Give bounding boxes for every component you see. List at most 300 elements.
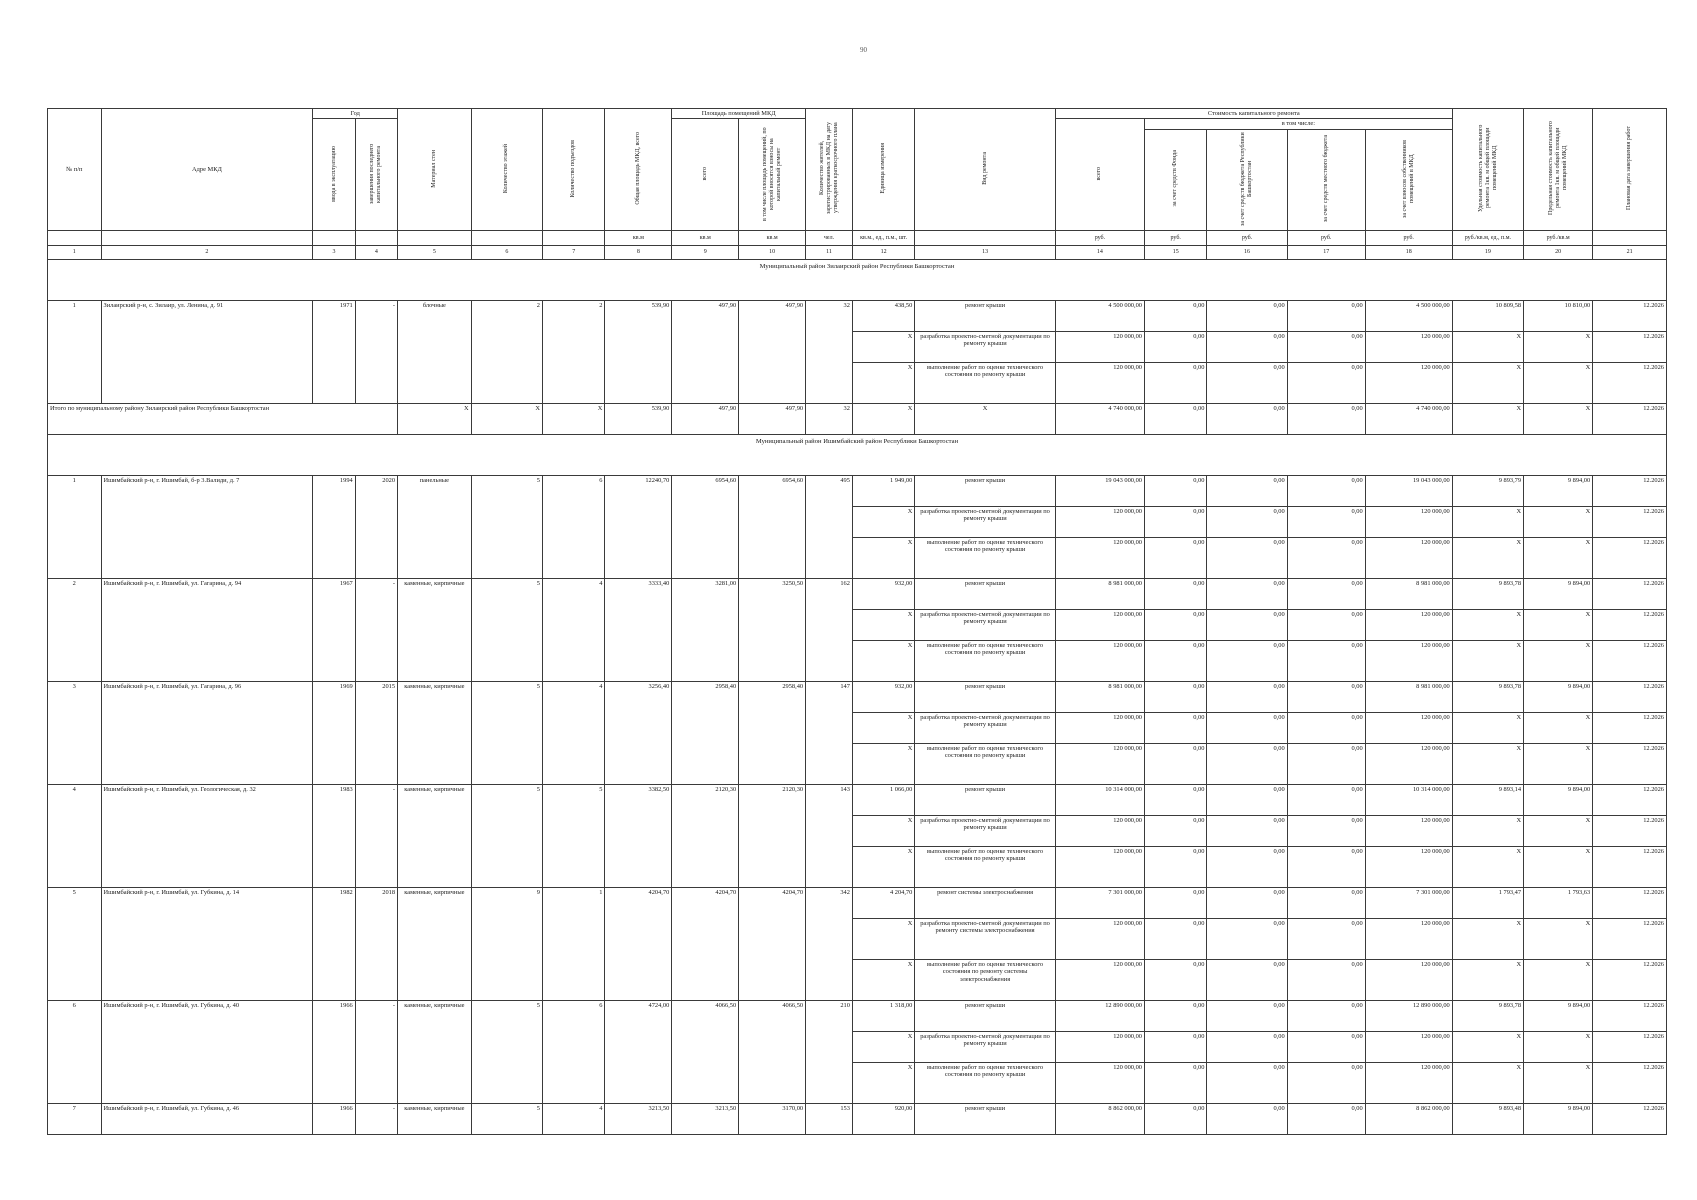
cell-work: выполнение работ по оценке технического состояния по ремонту крыши <box>915 847 1055 888</box>
repair-plan-table <box>47 108 1667 1135</box>
cell-work: разработка проектно-сметной документации по ремонту крыши <box>915 816 1055 847</box>
cell-c19: 9 893,79 <box>1452 476 1523 507</box>
cell-a9: 3281,00 <box>672 579 739 682</box>
cell-c15: 0,00 <box>1144 363 1206 404</box>
cell-c14: 4 500 000,00 <box>1055 301 1144 332</box>
cell-c16: 0,00 <box>1207 816 1287 847</box>
table-body <box>48 260 1667 1135</box>
cell-c17: 0,00 <box>1287 744 1365 785</box>
cell-c19: 10 809,58 <box>1452 301 1523 332</box>
cell-c20: X <box>1524 538 1593 579</box>
cell-c15: 0,00 <box>1144 301 1206 332</box>
cell-c20: X <box>1524 744 1593 785</box>
cell-a10: 3250,50 <box>739 579 806 682</box>
header-deadline: Плановая дата завершения работ <box>1593 109 1667 231</box>
cell-addr: Зилаирский р-н, с. Зилаир, ул. Ленина, д. 91 <box>101 301 313 404</box>
cell-res: 495 <box>806 476 853 579</box>
cell-wall: каменные, кирпичные <box>398 888 472 1001</box>
cell-c19: X <box>1452 507 1523 538</box>
cell-work: выполнение работ по оценке технического состояния по ремонту крыши <box>915 538 1055 579</box>
cell-u12: X <box>852 960 914 1001</box>
cell-work: выполнение работ по оценке технического состояния по ремонту крыши <box>915 641 1055 682</box>
cell-a9: 3213,50 <box>672 1104 739 1135</box>
cell-res: 153 <box>806 1104 853 1135</box>
cell-a9: 497,90 <box>672 301 739 404</box>
cell-ent: 6 <box>542 476 604 579</box>
cell-c15: 0,00 <box>1144 1001 1206 1032</box>
cell-y1: 1969 <box>313 682 355 785</box>
cell-a8: 3382,50 <box>605 785 672 888</box>
cell-y2: - <box>355 1104 397 1135</box>
cell-c20: 10 810,00 <box>1524 301 1593 332</box>
cell-c16: 0,00 <box>1207 641 1287 682</box>
cell-ent: 4 <box>542 1104 604 1135</box>
header-cost-republic: за счет средств бюджета Республики Башкортостан <box>1207 129 1287 230</box>
header-unit: Единица измерения <box>852 109 914 231</box>
header-area-incl: в том числе площадь помещений, по которой вносятся взносы на капитальный ремонт <box>739 119 806 231</box>
cell-c18: 120 000,00 <box>1365 1032 1452 1063</box>
cell-c16: 0,00 <box>1207 1104 1287 1135</box>
cell-wall: каменные, кирпичные <box>398 785 472 888</box>
cell-a9: 2958,40 <box>672 682 739 785</box>
cell-y2: - <box>355 579 397 682</box>
cell-work: ремонт крыши <box>915 682 1055 713</box>
cell-c14: 120 000,00 <box>1055 1063 1144 1104</box>
cell-c17: 0,00 <box>1287 538 1365 579</box>
cell-c18: 120 000,00 <box>1365 507 1452 538</box>
cell-c20: 9 894,00 <box>1524 682 1593 713</box>
cell-u12: 1 949,00 <box>852 476 914 507</box>
cell-u12: X <box>852 744 914 785</box>
cell-c16: 0,00 <box>1207 476 1287 507</box>
cell-c19: X <box>1452 960 1523 1001</box>
cell-c16: 0,00 <box>1207 610 1287 641</box>
cell-n: 3 <box>48 682 102 785</box>
cell-c17: 0,00 <box>1287 1063 1365 1104</box>
cell-c21: 12.2026 <box>1593 888 1667 919</box>
cell-c14: 120 000,00 <box>1055 641 1144 682</box>
cell-c19: 1 793,47 <box>1452 888 1523 919</box>
header-cost-local: за счет средств местного бюджета <box>1287 129 1365 230</box>
cell-c21: 12.2026 <box>1593 713 1667 744</box>
cell-c16: 0,00 <box>1207 847 1287 888</box>
cell-c19: X <box>1452 713 1523 744</box>
table-row <box>48 476 1667 507</box>
cell-c14: 8 981 000,00 <box>1055 682 1144 713</box>
cell-c21: 12.2026 <box>1593 1032 1667 1063</box>
header-row-1 <box>48 109 1667 119</box>
cell-a9: 4066,50 <box>672 1001 739 1104</box>
cell-work: ремонт крыши <box>915 1104 1055 1135</box>
cell-c14: 8 981 000,00 <box>1055 579 1144 610</box>
cell-c18: 120 000,00 <box>1365 641 1452 682</box>
header-limit-cost: Предельная стоимость капитального ремонта 1кв. м общей площади помещений МКД <box>1524 109 1593 231</box>
cell-c18: 12 890 000,00 <box>1365 1001 1452 1032</box>
cell-c19: X <box>1452 1063 1523 1104</box>
cell-c15: 0,00 <box>1144 476 1206 507</box>
cell-u12: X <box>852 507 914 538</box>
cell-work: ремонт крыши <box>915 579 1055 610</box>
cell-c16: 0,00 <box>1207 960 1287 1001</box>
cell-c20: 9 894,00 <box>1524 579 1593 610</box>
cell-c17: 0,00 <box>1287 888 1365 919</box>
cell-a8: 539,90 <box>605 301 672 404</box>
cell-c17: 0,00 <box>1287 301 1365 332</box>
cell-floors: 5 <box>471 476 542 579</box>
cell-y2: - <box>355 785 397 888</box>
cell-c18: 8 981 000,00 <box>1365 682 1452 713</box>
header-year-last-repair: завершения последнего капитального ремонта <box>355 119 397 231</box>
cell-c20: X <box>1524 960 1593 1001</box>
cell-c17: 0,00 <box>1287 960 1365 1001</box>
cell-y2: - <box>355 1001 397 1104</box>
section-title-row <box>48 435 1667 476</box>
header-area-all: всего <box>672 119 739 231</box>
cell-c18: 120 000,00 <box>1365 816 1452 847</box>
cell-u12: X <box>852 1032 914 1063</box>
cell-n: 1 <box>48 301 102 404</box>
cell-a10: 6954,60 <box>739 476 806 579</box>
cell-c19: X <box>1452 610 1523 641</box>
cell-c21: 12.2026 <box>1593 816 1667 847</box>
cell-a10: 2120,30 <box>739 785 806 888</box>
cell-c21: 12.2026 <box>1593 538 1667 579</box>
cell-y1: 1971 <box>313 301 355 404</box>
cell-c15: 0,00 <box>1144 919 1206 960</box>
cell-n: 2 <box>48 579 102 682</box>
repair-plan-sheet <box>47 108 1667 1135</box>
cell-c17: 0,00 <box>1287 816 1365 847</box>
cell-n: 1 <box>48 476 102 579</box>
cell-u12: X <box>852 538 914 579</box>
section-title: Муниципальный район Зилаирский район Республики Башкортостан <box>48 260 1667 301</box>
cell-c18: 120 000,00 <box>1365 332 1452 363</box>
cell-res: 210 <box>806 1001 853 1104</box>
cell-c16: 0,00 <box>1207 363 1287 404</box>
cell-c20: X <box>1524 816 1593 847</box>
cell-floors: 9 <box>471 888 542 1001</box>
cell-y1: 1983 <box>313 785 355 888</box>
cell-n: 5 <box>48 888 102 1001</box>
cell-y1: 1967 <box>313 579 355 682</box>
cell-c16: 0,00 <box>1207 1001 1287 1032</box>
cell-y2: - <box>355 301 397 404</box>
cell-addr: Ишимбайский р-н, г. Ишимбай, б-р 3.Валиди, д. 7 <box>101 476 313 579</box>
cell-u12: X <box>852 641 914 682</box>
cell-a10: 497,90 <box>739 301 806 404</box>
cell-u12: 932,00 <box>852 682 914 713</box>
cell-c17: 0,00 <box>1287 579 1365 610</box>
cell-c20: 9 894,00 <box>1524 785 1593 816</box>
cell-c14: 120 000,00 <box>1055 363 1144 404</box>
cell-c18: 120 000,00 <box>1365 744 1452 785</box>
cell-work: выполнение работ по оценке технического состояния по ремонту крыши <box>915 363 1055 404</box>
cell-c16: 0,00 <box>1207 785 1287 816</box>
cell-work: разработка проектно-сметной документации по ремонту крыши <box>915 1032 1055 1063</box>
cell-addr: Ишимбайский р-н, г. Ишимбай, ул. Гагарина, д. 94 <box>101 579 313 682</box>
header-unit-cost: Удельная стоимость капитального ремонта 1кв. м общей площади помещений МКД <box>1452 109 1523 231</box>
cell-c17: 0,00 <box>1287 785 1365 816</box>
cell-c21: 12.2026 <box>1593 1063 1667 1104</box>
header-work-type: Вид ремонта <box>915 109 1055 231</box>
cell-c21: 12.2026 <box>1593 682 1667 713</box>
cell-ent: 4 <box>542 682 604 785</box>
cell-floors: 5 <box>471 1104 542 1135</box>
cell-c19: X <box>1452 538 1523 579</box>
cell-c15: 0,00 <box>1144 888 1206 919</box>
cell-c16: 0,00 <box>1207 1063 1287 1104</box>
cell-c16: 0,00 <box>1207 713 1287 744</box>
cell-c17: 0,00 <box>1287 847 1365 888</box>
cell-c20: X <box>1524 507 1593 538</box>
cell-u12: X <box>852 919 914 960</box>
cell-wall: каменные, кирпичные <box>398 682 472 785</box>
cell-c17: 0,00 <box>1287 610 1365 641</box>
cell-wall: каменные, кирпичные <box>398 1104 472 1135</box>
cell-y2: 2020 <box>355 476 397 579</box>
cell-c18: 120 000,00 <box>1365 847 1452 888</box>
header-cost-owners: за счет взносов собственников помещений в МКД <box>1365 129 1452 230</box>
cell-work: выполнение работ по оценке технического состояния по ремонту крыши <box>915 1063 1055 1104</box>
cell-floors: 5 <box>471 682 542 785</box>
cell-ent: 1 <box>542 888 604 1001</box>
cell-c17: 0,00 <box>1287 507 1365 538</box>
table-row <box>48 1001 1667 1032</box>
cell-c17: 0,00 <box>1287 1104 1365 1135</box>
cell-c21: 12.2026 <box>1593 785 1667 816</box>
cell-c20: X <box>1524 1032 1593 1063</box>
cell-a10: 3170,00 <box>739 1104 806 1135</box>
cell-addr: Ишимбайский р-н, г. Ишимбай, ул. Губкина, д. 40 <box>101 1001 313 1104</box>
table-row <box>48 1104 1667 1135</box>
cell-c20: 9 894,00 <box>1524 476 1593 507</box>
cell-c15: 0,00 <box>1144 332 1206 363</box>
cell-a8: 3256,40 <box>605 682 672 785</box>
cell-c20: X <box>1524 610 1593 641</box>
cell-c21: 12.2026 <box>1593 301 1667 332</box>
cell-c15: 0,00 <box>1144 579 1206 610</box>
cell-addr: Ишимбайский р-н, г. Ишимбай, ул. Гагарина, д. 96 <box>101 682 313 785</box>
cell-c15: 0,00 <box>1144 610 1206 641</box>
cell-u12: 1 066,00 <box>852 785 914 816</box>
cell-c17: 0,00 <box>1287 363 1365 404</box>
header-wall: Материал стен <box>398 109 472 231</box>
cell-c18: 19 043 000,00 <box>1365 476 1452 507</box>
cell-c14: 10 314 000,00 <box>1055 785 1144 816</box>
cell-c20: X <box>1524 847 1593 888</box>
cell-u12: X <box>852 363 914 404</box>
cell-c14: 120 000,00 <box>1055 919 1144 960</box>
cell-work: ремонт крыши <box>915 301 1055 332</box>
cell-c16: 0,00 <box>1207 888 1287 919</box>
cell-n: 6 <box>48 1001 102 1104</box>
cell-c21: 12.2026 <box>1593 507 1667 538</box>
cell-c15: 0,00 <box>1144 816 1206 847</box>
cell-c14: 12 890 000,00 <box>1055 1001 1144 1032</box>
cell-u12: X <box>852 1063 914 1104</box>
cell-a10: 4066,50 <box>739 1001 806 1104</box>
cell-c17: 0,00 <box>1287 713 1365 744</box>
cell-c15: 0,00 <box>1144 507 1206 538</box>
cell-a10: 2958,40 <box>739 682 806 785</box>
cell-u12: 4 204,70 <box>852 888 914 919</box>
cell-c17: 0,00 <box>1287 919 1365 960</box>
cell-c16: 0,00 <box>1207 682 1287 713</box>
cell-work: ремонт крыши <box>915 785 1055 816</box>
cell-c14: 120 000,00 <box>1055 538 1144 579</box>
cell-work: выполнение работ по оценке технического состояния по ремонту крыши <box>915 744 1055 785</box>
cell-c21: 12.2026 <box>1593 744 1667 785</box>
cell-c19: 9 893,78 <box>1452 579 1523 610</box>
cell-c21: 12.2026 <box>1593 363 1667 404</box>
cell-c19: X <box>1452 847 1523 888</box>
cell-c15: 0,00 <box>1144 1063 1206 1104</box>
cell-c16: 0,00 <box>1207 919 1287 960</box>
cell-c20: 9 894,00 <box>1524 1001 1593 1032</box>
table-row <box>48 682 1667 713</box>
cell-u12: X <box>852 610 914 641</box>
cell-c19: X <box>1452 1032 1523 1063</box>
cell-c18: 120 000,00 <box>1365 960 1452 1001</box>
header-area-group: Площадь помещений МКД <box>672 109 806 119</box>
cell-c14: 7 301 000,00 <box>1055 888 1144 919</box>
cell-c14: 8 862 000,00 <box>1055 1104 1144 1135</box>
cell-u12: X <box>852 713 914 744</box>
cell-c15: 0,00 <box>1144 960 1206 1001</box>
cell-wall: панельные <box>398 476 472 579</box>
cell-c21: 12.2026 <box>1593 332 1667 363</box>
cell-c18: 120 000,00 <box>1365 1063 1452 1104</box>
cell-c15: 0,00 <box>1144 682 1206 713</box>
cell-a8: 3213,50 <box>605 1104 672 1135</box>
cell-n: 7 <box>48 1104 102 1135</box>
cell-c15: 0,00 <box>1144 1032 1206 1063</box>
cell-c20: 1 793,63 <box>1524 888 1593 919</box>
table-row <box>48 785 1667 816</box>
cell-floors: 2 <box>471 301 542 404</box>
cell-u12: 932,00 <box>852 579 914 610</box>
cell-c15: 0,00 <box>1144 744 1206 785</box>
cell-work: разработка проектно-сметной документации по ремонту системы электроснабжения <box>915 919 1055 960</box>
cell-c14: 19 043 000,00 <box>1055 476 1144 507</box>
cell-c21: 12.2026 <box>1593 610 1667 641</box>
cell-c14: 120 000,00 <box>1055 507 1144 538</box>
cell-c19: 9 893,48 <box>1452 1104 1523 1135</box>
cell-n: 4 <box>48 785 102 888</box>
cell-c21: 12.2026 <box>1593 579 1667 610</box>
cell-floors: 5 <box>471 579 542 682</box>
cell-res: 143 <box>806 785 853 888</box>
cell-c17: 0,00 <box>1287 476 1365 507</box>
cell-c15: 0,00 <box>1144 713 1206 744</box>
cell-c18: 4 500 000,00 <box>1365 301 1452 332</box>
cell-c20: X <box>1524 332 1593 363</box>
cell-c16: 0,00 <box>1207 301 1287 332</box>
cell-c21: 12.2026 <box>1593 847 1667 888</box>
header-residents: Количество жителей, зарегистрированных в МКД на дату утверждения краткосрочного плана <box>806 109 853 231</box>
cell-a8: 4204,70 <box>605 888 672 1001</box>
cell-floors: 5 <box>471 1001 542 1104</box>
cell-c19: X <box>1452 363 1523 404</box>
cell-a10: 4204,70 <box>739 888 806 1001</box>
cell-wall: каменные, кирпичные <box>398 1001 472 1104</box>
cell-c14: 120 000,00 <box>1055 847 1144 888</box>
cell-c17: 0,00 <box>1287 1001 1365 1032</box>
cell-c16: 0,00 <box>1207 1032 1287 1063</box>
cell-y2: 2018 <box>355 888 397 1001</box>
cell-c19: X <box>1452 641 1523 682</box>
cell-a8: 3333,40 <box>605 579 672 682</box>
cell-ent: 6 <box>542 1001 604 1104</box>
cell-c16: 0,00 <box>1207 507 1287 538</box>
cell-work: ремонт крыши <box>915 1001 1055 1032</box>
header-cost-fund: за счет средств Фонда <box>1144 129 1206 230</box>
cell-c18: 120 000,00 <box>1365 610 1452 641</box>
cell-c21: 12.2026 <box>1593 919 1667 960</box>
cell-addr: Ишимбайский р-н, г. Ишимбай, ул. Геологическая, д. 32 <box>101 785 313 888</box>
header-entrances: Количество подъездов <box>542 109 604 231</box>
cell-c17: 0,00 <box>1287 641 1365 682</box>
cell-c18: 10 314 000,00 <box>1365 785 1452 816</box>
cell-a9: 4204,70 <box>672 888 739 1001</box>
cell-c19: 9 893,78 <box>1452 682 1523 713</box>
cell-c20: X <box>1524 919 1593 960</box>
cell-c20: X <box>1524 641 1593 682</box>
cell-y2: 2015 <box>355 682 397 785</box>
table-row <box>48 579 1667 610</box>
cell-c19: X <box>1452 919 1523 960</box>
cell-c14: 120 000,00 <box>1055 610 1144 641</box>
cell-c15: 0,00 <box>1144 847 1206 888</box>
cell-c18: 120 000,00 <box>1365 713 1452 744</box>
cell-work: разработка проектно-сметной документации по ремонту крыши <box>915 507 1055 538</box>
cell-c20: X <box>1524 1063 1593 1104</box>
header-address: Адре МКД <box>101 109 313 231</box>
cell-wall: каменные, кирпичные <box>398 579 472 682</box>
units-row: кв.м кв.м кв.м чел. кв.м., ед., п.м., шт. руб. руб. руб. руб. руб. руб./кв.м, ед., п.м. руб./кв.м <box>48 231 1667 246</box>
cell-y1: 1966 <box>313 1001 355 1104</box>
cell-res: 162 <box>806 579 853 682</box>
cell-c14: 120 000,00 <box>1055 744 1144 785</box>
table-row <box>48 888 1667 919</box>
cell-c16: 0,00 <box>1207 332 1287 363</box>
cell-c14: 120 000,00 <box>1055 713 1144 744</box>
section-total-row: Итого по муниципальному району Зилаирский район Республики Башкортостан X X X 539,90 497,90 497,90 32 X X 4 740 000,00 0,00 0,00 0,00 4 740 000,00 X X 12.2026 <box>48 404 1667 435</box>
cell-u12: 1 318,00 <box>852 1001 914 1032</box>
header-year: Год <box>313 109 398 119</box>
cell-c19: 9 893,78 <box>1452 1001 1523 1032</box>
cell-c18: 8 862 000,00 <box>1365 1104 1452 1135</box>
cell-y1: 1982 <box>313 888 355 1001</box>
cell-c15: 0,00 <box>1144 641 1206 682</box>
cell-c19: X <box>1452 816 1523 847</box>
cell-c15: 0,00 <box>1144 785 1206 816</box>
cell-c21: 12.2026 <box>1593 476 1667 507</box>
cell-u12: X <box>852 816 914 847</box>
cell-c20: 9 894,00 <box>1524 1104 1593 1135</box>
cell-c15: 0,00 <box>1144 538 1206 579</box>
cell-c17: 0,00 <box>1287 332 1365 363</box>
cell-work: ремонт крыши <box>915 476 1055 507</box>
cell-res: 342 <box>806 888 853 1001</box>
cell-c18: 120 000,00 <box>1365 538 1452 579</box>
cell-c21: 12.2026 <box>1593 641 1667 682</box>
cell-c20: X <box>1524 713 1593 744</box>
cell-ent: 2 <box>542 301 604 404</box>
cell-c21: 12.2026 <box>1593 1104 1667 1135</box>
header-n: № п/п <box>48 109 102 231</box>
cell-a9: 6954,60 <box>672 476 739 579</box>
